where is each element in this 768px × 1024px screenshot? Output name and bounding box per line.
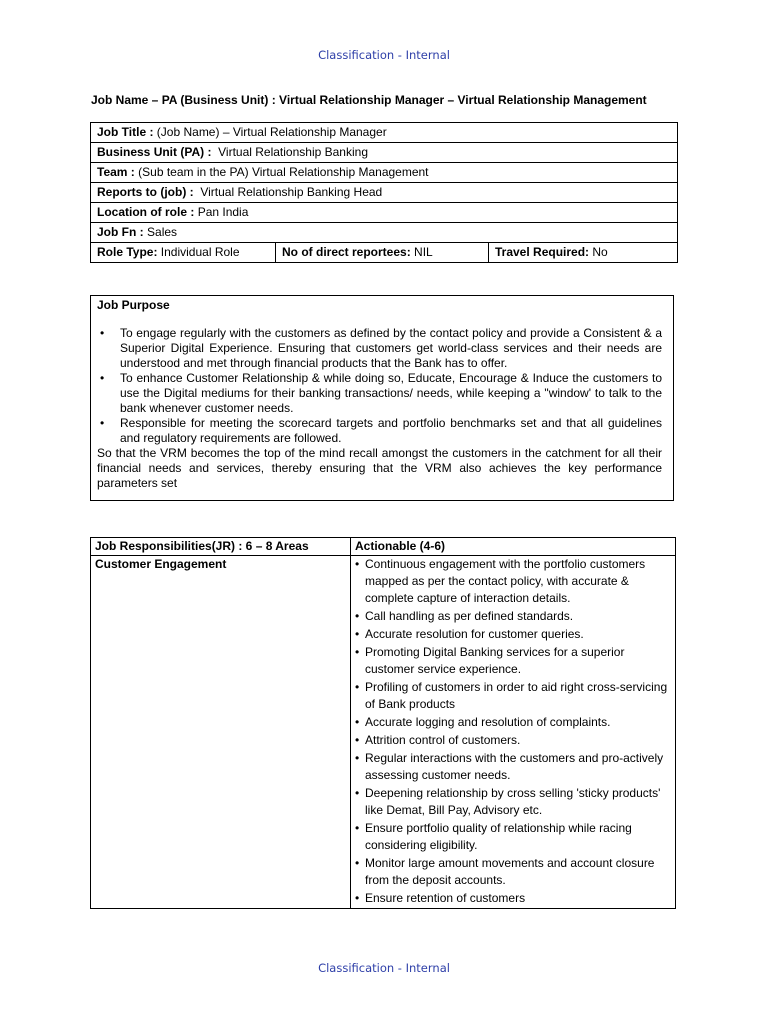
purpose-bullet bbox=[97, 371, 662, 416]
job-purpose-list bbox=[97, 326, 662, 446]
actionable-text: Ensure portfolio quality of relationship while racing considering eligibility. bbox=[365, 821, 632, 852]
team-row bbox=[91, 163, 678, 183]
reports-to-label: Reports to (job) : bbox=[97, 185, 194, 199]
bullet-dot-icon: • bbox=[355, 891, 360, 905]
bullet-dot-icon: • bbox=[355, 856, 360, 870]
actionable-item bbox=[355, 556, 671, 607]
bullet-dot-icon: • bbox=[355, 751, 360, 765]
actionable-text: Monitor large amount movements and account closure from the deposit accounts. bbox=[365, 856, 655, 887]
actionable-text: Accurate logging and resolution of complaints. bbox=[365, 715, 611, 729]
actionable-text: Profiling of customers in order to aid right cross-servicing of Bank products bbox=[365, 680, 668, 711]
bullet-dot-icon: • bbox=[100, 371, 105, 385]
role-type-row bbox=[91, 243, 678, 263]
bullet-dot-icon: • bbox=[355, 645, 360, 659]
actionable-text: Ensure retention of customers bbox=[365, 891, 526, 905]
role-type-label: Role Type: bbox=[97, 245, 158, 259]
purpose-bullet-text: To engage regularly with the customers as defined by the contact policy and provide a Consistent & a Superior Digital Experience. Ensuring that customers get world-class services and their needs are understood and met through financial products that the Bank has to offer. bbox=[120, 326, 662, 370]
business-unit-label: Business Unit (PA) : bbox=[97, 145, 212, 159]
actionable-text: Call handling as per defined standards. bbox=[365, 609, 574, 623]
purpose-bullet-text: To enhance Customer Relationship & while doing so, Educate, Encourage & Induce the customers to use the Digital mediums for their banking transactions/ needs, while keeping a "window' to talk to the bank whenever customer needs. bbox=[120, 371, 662, 415]
bullet-dot-icon: • bbox=[355, 733, 360, 747]
responsibilities-row bbox=[91, 556, 676, 909]
location-row bbox=[91, 203, 678, 223]
job-details-table bbox=[90, 122, 678, 263]
actionable-list bbox=[355, 556, 671, 907]
actionable-item bbox=[355, 608, 671, 625]
job-fn-label: Job Fn : bbox=[97, 225, 144, 239]
business-unit-row bbox=[91, 143, 678, 163]
actionable-item bbox=[355, 820, 671, 854]
bullet-dot-icon: • bbox=[355, 557, 360, 571]
job-name-heading: Job Name – PA (Business Unit) : Virtual Relationship Manager – Virtual Relationship Management bbox=[91, 93, 647, 107]
actionable-text: Deepening relationship by cross selling 'sticky products' like Demat, Bill Pay, Advisory etc. bbox=[365, 786, 661, 817]
purpose-bullet bbox=[97, 326, 662, 371]
actionable-text: Regular interactions with the customers and pro-actively assessing customer needs. bbox=[365, 751, 664, 782]
bullet-dot-icon: • bbox=[355, 627, 360, 641]
location-label: Location of role : bbox=[97, 205, 195, 219]
purpose-bullet bbox=[97, 416, 662, 446]
actionable-text: Promoting Digital Banking services for a superior customer service experience. bbox=[365, 645, 625, 676]
team-label: Team : bbox=[97, 165, 135, 179]
role-type-value: Individual Role bbox=[160, 245, 240, 259]
travel-required-value: No bbox=[592, 245, 608, 259]
reports-to-row bbox=[91, 183, 678, 203]
actionable-item bbox=[355, 644, 671, 678]
responsibility-area: Customer Engagement bbox=[91, 556, 351, 909]
classification-footer: Classification - Internal bbox=[318, 961, 450, 975]
direct-reportees-value: NIL bbox=[414, 245, 433, 259]
actionable-text: Accurate resolution for customer queries. bbox=[365, 627, 584, 641]
bullet-dot-icon: • bbox=[355, 609, 360, 623]
job-fn-value: Sales bbox=[147, 225, 178, 239]
bullet-dot-icon: • bbox=[100, 326, 105, 340]
job-purpose-heading: Job Purpose bbox=[97, 298, 170, 312]
actionable-item bbox=[355, 626, 671, 643]
bullet-dot-icon: • bbox=[355, 680, 360, 694]
actionable-item bbox=[355, 714, 671, 731]
actionable-item bbox=[355, 785, 671, 819]
business-unit-value: Virtual Relationship Banking bbox=[218, 145, 368, 159]
responsibilities-header-row bbox=[91, 538, 676, 556]
actionable-cell bbox=[351, 556, 676, 909]
actionable-item bbox=[355, 750, 671, 784]
bullet-dot-icon: • bbox=[355, 786, 360, 800]
responsibilities-table bbox=[90, 537, 676, 909]
travel-required-label: Travel Required: bbox=[495, 245, 590, 259]
actionable-item bbox=[355, 890, 671, 907]
reports-to-value: Virtual Relationship Banking Head bbox=[200, 185, 383, 199]
job-title-value: (Job Name) – Virtual Relationship Manager bbox=[156, 125, 387, 139]
bullet-dot-icon: • bbox=[100, 416, 105, 430]
job-title-row bbox=[91, 123, 678, 143]
actionable-header: Actionable (4-6) bbox=[351, 538, 676, 556]
actionable-text: Attrition control of customers. bbox=[365, 733, 521, 747]
job-purpose-box bbox=[90, 295, 674, 501]
job-purpose-closing: So that the VRM becomes the top of the mind recall amongst the customers in the catchment for all their financial needs and services, thereby ensuring that the VRM also achieves the key performance parameters set bbox=[97, 446, 662, 490]
actionable-item bbox=[355, 855, 671, 889]
job-title-label: Job Title : bbox=[97, 125, 154, 139]
location-value: Pan India bbox=[197, 205, 249, 219]
actionable-item bbox=[355, 679, 671, 713]
actionable-item bbox=[355, 732, 671, 749]
classification-header: Classification - Internal bbox=[318, 48, 450, 62]
direct-reportees-label: No of direct reportees: bbox=[282, 245, 411, 259]
actionable-text: Continuous engagement with the portfolio customers mapped as per the contact policy, with accurate & complete capture of interaction details. bbox=[365, 557, 646, 605]
bullet-dot-icon: • bbox=[355, 821, 360, 835]
responsibilities-area-header: Job Responsibilities(JR) : 6 – 8 Areas bbox=[91, 538, 351, 556]
job-fn-row bbox=[91, 223, 678, 243]
bullet-dot-icon: • bbox=[355, 715, 360, 729]
team-value: (Sub team in the PA) Virtual Relationship Management bbox=[138, 165, 429, 179]
purpose-bullet-text: Responsible for meeting the scorecard targets and portfolio benchmarks set and that all guidelines and regulatory requirements are followed. bbox=[120, 416, 662, 445]
